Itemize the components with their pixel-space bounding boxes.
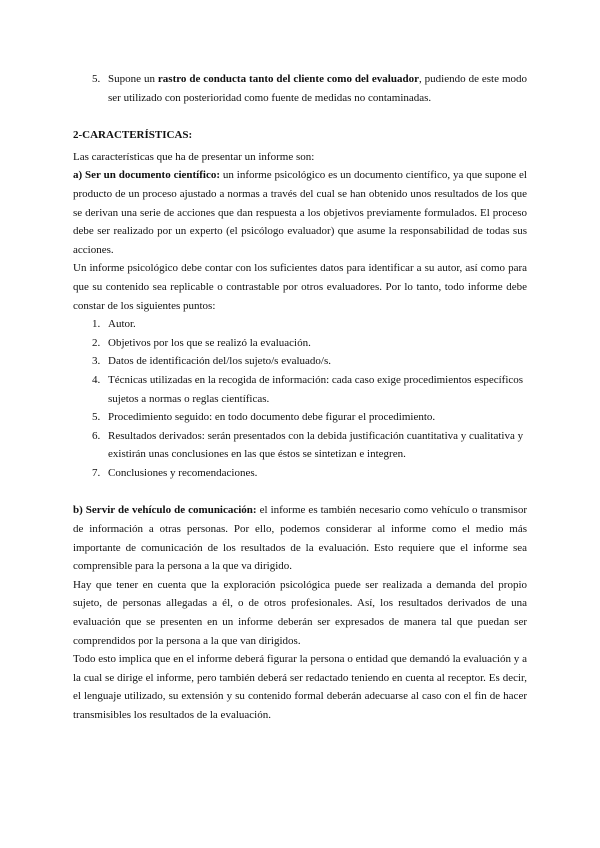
paragraph-b-text: el informe es también necesario como vehículo o transmisor de información a otras personas. Por ello, podemos considerar al informe como el medio más importante de comunicación de los resultados de la evaluación. Esto requiere que el informe sea comprensible para la persona a la que va dirigido. xyxy=(73,504,527,573)
list-number: 6. xyxy=(92,429,101,442)
list-text: Técnicas utilizadas en la recogida de información: cada caso exige procedimientos específicos sujetos a normas o reglas científicas. xyxy=(108,373,524,405)
list-item xyxy=(73,352,527,371)
paragraph-b-lead: b) Servir de vehículo de comunicación: xyxy=(73,504,257,517)
section-heading: 2-CARACTERÍSTICAS: xyxy=(73,129,193,142)
paragraph-final: Todo esto implica que en el informe deberá figurar la persona o entidad que demandó la evaluación y a la cual se dirige el informe, pero también deberá ser redactado teniendo en cuenta al receptor. Es decir, el lenguaje utilizado, su extensión y su contenido formal deberán adecuarse al caso con el fin de hacer transmisibles los resultados de la evaluación. xyxy=(73,653,527,721)
paragraph-a-text: un informe psicológico es un documento científico, ya que supone el producto de un proceso ajustado a normas a través del cual se han obtenido unos resultados de los que se derivan una serie de acciones que dan respuesta a los objetivos previamente formulados. El proceso debe ser realizado por un experto (el psicólogo evaluador) que asume la responsabilidad de todas sus acciones. xyxy=(73,169,527,256)
list-number: 7. xyxy=(92,466,101,479)
list-text: Datos de identificación del/los sujeto/s evaluado/s. xyxy=(108,355,332,368)
list-text: Autor. xyxy=(108,318,136,331)
list-item-intro xyxy=(73,70,527,107)
list-item xyxy=(73,371,527,408)
list-number: 1. xyxy=(92,318,101,331)
list-text-bold: rastro de conducta tanto del cliente como del evaluador xyxy=(157,73,419,85)
intro-line: Las características que ha de presentar un informe son: xyxy=(73,150,315,163)
list-number: 5. xyxy=(92,411,101,424)
list-text: Conclusiones y recomendaciones. xyxy=(108,466,258,479)
list-number: 3. xyxy=(92,355,101,368)
list-item xyxy=(73,408,527,427)
document-body xyxy=(73,70,527,725)
paragraph-datos: Un informe psicológico debe contar con los suficientes datos para identificar a su autor, así como para que su contenido sea replicable o contrastable por otros evaluadores. Por lo tanto, todo informe debe constar de los siguientes puntos: xyxy=(73,262,527,312)
paragraph-a xyxy=(73,166,527,259)
points-list xyxy=(73,315,527,482)
list-item xyxy=(73,334,527,353)
list-text: Procedimiento seguido: en todo documento debe figurar el procedimiento. xyxy=(108,411,436,424)
paragraph-exploracion: Hay que tener en cuenta que la exploración psicológica puede ser realizada a demanda del propio sujeto, de personas allegadas a él, o de otros profesionales. Así, los resultados derivados de una evaluación que se presenten en un informe deberán ser expresados de manera tal que puedan ser comprendidos por la persona a la que van dirigidos. xyxy=(73,578,527,647)
list-text-pre: Supone un xyxy=(108,73,158,85)
list-number: 5. xyxy=(92,73,101,85)
paragraph-a-lead: a) Ser un documento científico: xyxy=(73,169,220,182)
list-number: 4. xyxy=(92,373,101,386)
spacer xyxy=(73,482,527,501)
list-text: Resultados derivados: serán presentados con la debida justificación cuantitativa y cualitativa y existirán unas conclusiones en las que éstos se sintetizan e integren. xyxy=(108,429,524,461)
list-number: 2. xyxy=(92,336,101,349)
list-item xyxy=(73,315,527,334)
list-item xyxy=(73,427,527,464)
list-text: Objetivos por los que se realizó la evaluación. xyxy=(108,336,311,349)
paragraph-b xyxy=(73,501,527,575)
list-item xyxy=(73,464,527,483)
list-text-post: , pudiendo de este modo ser utilizado con posterioridad como fuente de medidas no contaminadas. xyxy=(108,73,528,104)
